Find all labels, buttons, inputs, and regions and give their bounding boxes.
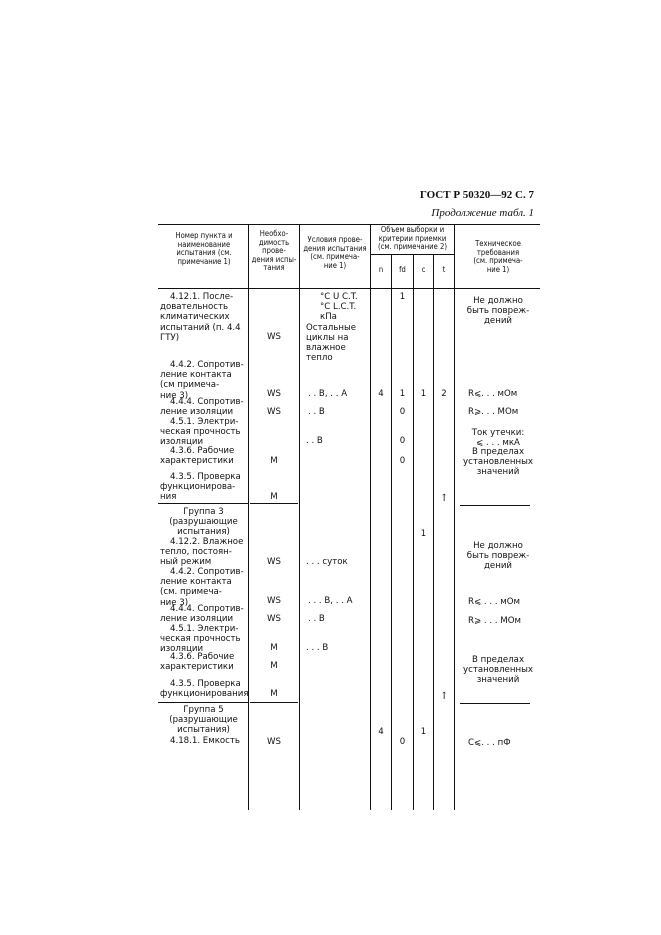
row-need-climatic: WS xyxy=(267,332,281,342)
row-need-capacitance: WS xyxy=(267,737,281,747)
header-col-number: Номер пункта и наименование испытания (см. примечание 1) xyxy=(175,231,233,266)
header-sub-t: t xyxy=(442,265,446,274)
row-cond-g3-dielectric-strength: . . . B xyxy=(306,643,329,653)
row-c-damp-heat: 1 xyxy=(420,529,427,539)
page-header: ГОСТ Р 50320—92 С. 7 xyxy=(419,189,534,201)
row-need-operating-characteristics: M xyxy=(270,456,278,466)
row-name-capacitance: 4.18.1. Емкость xyxy=(170,736,240,746)
row-name-climatic: 4.12.1. После- довательность климатических испытаний (п. 4.4 ГТУ) xyxy=(160,292,241,343)
row-cond-insulation-resistance: . . B xyxy=(308,407,325,417)
up-arrow-icon: ↑ xyxy=(440,691,449,702)
row-name-g3-contact-resistance: 4.4.2. Сопротив- ление контакта (см. примеча- ние 3) xyxy=(160,567,244,608)
row-fd-climatic: 1 xyxy=(399,292,406,302)
row-n-capacitance: 4 xyxy=(378,727,384,737)
row-fd-capacitance: 0 xyxy=(399,737,406,747)
row-req-operating-characteristics: В пределах установленных значений xyxy=(463,447,533,478)
header-col-sample: Объем выборки и критерии приемки (см. примечание 2) xyxy=(377,225,448,252)
header-sub-fd: fd xyxy=(399,265,406,274)
header-col-necessity: Необхо- димость прове- дения испы- тания xyxy=(251,229,297,273)
row-c-capacitance: 1 xyxy=(420,727,427,737)
continuation-label: Продолжение табл. 1 xyxy=(431,207,534,219)
row-name-g3-operating-characteristics: 4.3.6. Рабочие характеристики xyxy=(160,652,235,673)
row-req-damp-heat: Не должно быть повреж- дений xyxy=(466,541,530,572)
row-req-g3-contact-resistance: R⩽ . . . мОм xyxy=(468,597,521,607)
row-name-operating-characteristics: 4.3.6. Рабочие характеристики xyxy=(160,446,235,467)
group3-title: Группа 3 (разрушающие испытания) xyxy=(169,507,238,538)
header-sub-n: n xyxy=(378,265,384,274)
row-req-g3-insulation-resistance: R⩾ . . . MOм xyxy=(468,616,521,626)
row-need-contact-resistance: WS xyxy=(267,389,281,399)
header-col-conditions: Условия прове- дения испытания (см. примеча- ние 1) xyxy=(303,235,367,270)
row-fd-contact-resistance: 1 xyxy=(399,389,406,399)
row-cond-g3-contact-resistance: . . . B, . . A xyxy=(308,596,353,606)
row-name-functional-check: 4.3.5. Проверка функционирова- ния xyxy=(160,472,241,503)
row-req-insulation-resistance: R⩾. . . MOм xyxy=(468,407,519,417)
row-name-damp-heat: 4.12.2. Влажное тепло, постоян- ный режим xyxy=(160,537,244,568)
header-sub-c: c xyxy=(421,265,426,274)
row-n-contact-resistance: 4 xyxy=(378,389,384,399)
row-need-g3-dielectric-strength: M xyxy=(270,643,278,653)
row-name-dielectric-strength: 4.5.1. Электри- ческая прочность изоляции xyxy=(160,417,241,448)
up-arrow-icon: ↑ xyxy=(440,493,449,504)
row-fd-operating-characteristics: 0 xyxy=(399,456,406,466)
row-cond-climatic: °C U C.T. °C L.C.T. кПа Остальные циклы на влажное тепло xyxy=(306,292,358,364)
row-req-dielectric-strength: Ток утечки: ⩽ . . . мкА xyxy=(471,428,525,449)
row-need-g3-contact-resistance: WS xyxy=(267,596,281,606)
row-need-functional-check: M xyxy=(270,492,278,502)
row-fd-dielectric-strength: 0 xyxy=(399,436,406,446)
row-name-g3-dielectric-strength: 4.5.1. Электри- ческая прочность изоляции xyxy=(160,624,241,655)
row-c-contact-resistance: 1 xyxy=(420,389,427,399)
row-req-contact-resistance: R⩽. . . мОм xyxy=(468,389,518,399)
row-req-capacitance: C⩽. . . пФ xyxy=(468,738,511,748)
header-col-requirements: Техническое требования (см. примеча- ние 1) xyxy=(473,239,523,274)
row-need-g3-operating-characteristics: M xyxy=(270,661,278,671)
row-cond-contact-resistance: . . B, . . A xyxy=(308,389,348,399)
row-req-climatic: Не должно быть повреж- дений xyxy=(466,296,530,327)
row-fd-insulation-resistance: 0 xyxy=(399,407,406,417)
row-need-g3-insulation-resistance: WS xyxy=(267,614,281,624)
row-cond-g3-insulation-resistance: . . B xyxy=(308,614,325,624)
row-name-g3-functional-check: 4.3.5. Проверка функционирования xyxy=(160,679,249,700)
row-name-contact-resistance: 4.4.2. Сопротив- ление контакта (см примеча- ние 3) xyxy=(160,360,244,401)
row-need-damp-heat: WS xyxy=(267,557,281,567)
row-name-insulation-resistance: 4.4.4. Сопротив- ление изоляции xyxy=(160,397,244,418)
row-name-g3-insulation-resistance: 4.4.4. Сопротив- ление изоляции xyxy=(160,604,244,625)
row-t-contact-resistance: 2 xyxy=(441,389,447,399)
row-cond-dielectric-strength: . . B xyxy=(306,436,323,446)
row-need-g3-functional-check: M xyxy=(270,689,278,699)
row-req-g3-operating-characteristics: В пределах установленных значений xyxy=(463,655,533,686)
row-cond-damp-heat: . . . суток xyxy=(306,557,348,567)
row-need-insulation-resistance: WS xyxy=(267,407,281,417)
group5-title: Группа 5 (разрушающие испытания) xyxy=(169,705,238,736)
